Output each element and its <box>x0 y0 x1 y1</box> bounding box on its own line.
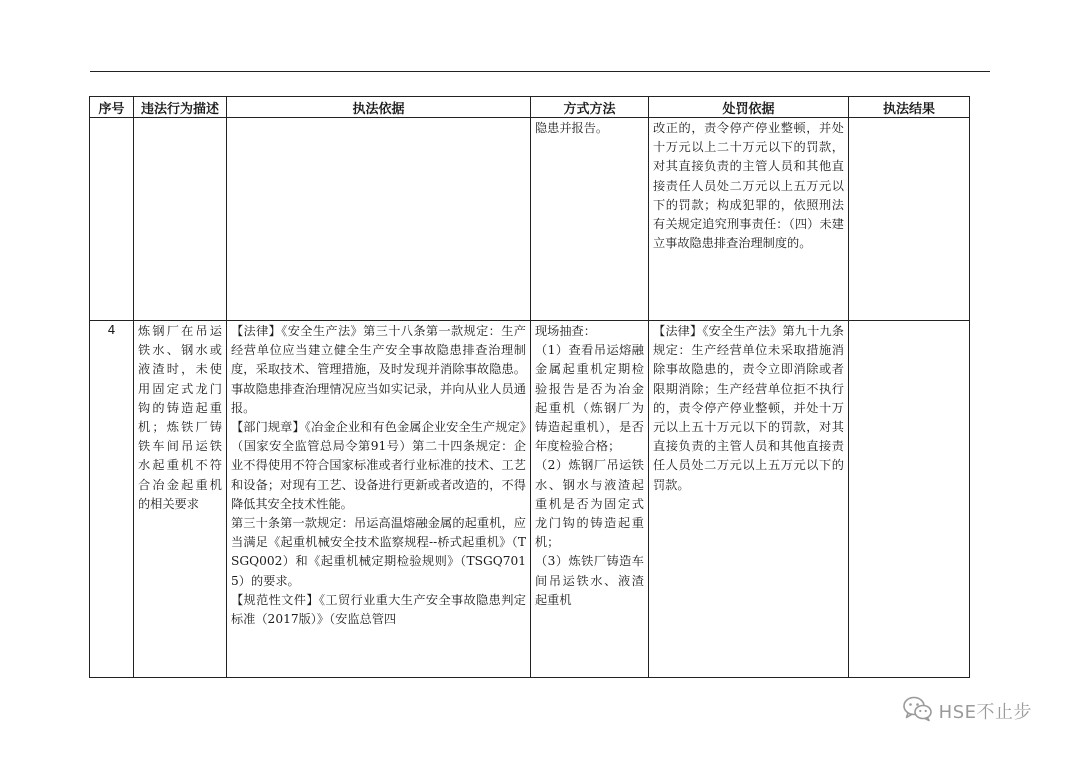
penalty-text: 改正的，责令停产停业整顿，并处十万元以上二十万元以下的罚款，对其直接负责的主管人员和其他直接责任人员处二万元以上五万元以下的罚款；构成犯罪的，依照刑法有关规定追究刑事责任：（四）未建立事故隐患排查治理制度的。 <box>653 121 844 251</box>
method-text: 隐患并报告。 <box>535 121 609 135</box>
method-text: 现场抽查： （1）查看吊运熔融金属起重机定期检验报告是否为冶金起重机（炼钢厂为铸造起重机），是否年度检验合格； （2）炼钢厂吊运铁水、钢水与液渣起重机是否为固定式龙门钩的铸造起重机； （3）炼铁厂铸造车间吊运铁水、液渣起重机 <box>535 324 644 607</box>
header-result: 执法结果 <box>849 97 970 118</box>
cell-method <box>531 118 649 321</box>
cell-seq: 4 <box>90 321 134 678</box>
cell-seq <box>90 118 134 321</box>
header-basis: 执法依据 <box>227 97 531 118</box>
table-header-row <box>90 97 970 118</box>
table-row <box>90 321 970 678</box>
wechat-icon <box>903 696 933 726</box>
header-penalty: 处罚依据 <box>649 97 849 118</box>
cell-basis <box>227 321 531 678</box>
cell-violation <box>134 118 227 321</box>
cell-result <box>849 118 970 321</box>
cell-violation <box>134 321 227 678</box>
enforcement-table <box>89 96 970 678</box>
header-seq: 序号 <box>90 97 134 118</box>
violation-text: 炼钢厂在吊运铁水、钢水或液渣时，未使用固定式龙门钩的铸造起重机；炼铁厂铸铁车间吊运铁水起重机不符合冶金起重机的相关要求 <box>138 324 222 511</box>
watermark-text: HSE不止步 <box>938 702 1032 723</box>
header-method: 方式方法 <box>531 97 649 118</box>
basis-text: 【法律】《安全生产法》第三十八条第一款规定：生产经营单位应当建立健全生产安全事故隐患排查治理制度，采取技术、管理措施，及时发现并消除事故隐患。事故隐患排查治理情况应当如实记录，并向从业人员通报。 【部门规章】《冶金企业和有色金属企业安全生产规定》（国家安全监管总局令第91号）第二十四条规定：企业不得使用不符合国家标准或者行业标准的技术、工艺和设备；对现有工艺、设备进行更新或者改造的，不得降低其安全技术性能。 第三十条第一款规定：吊运高温熔融金属的起重机，应当满足《起重机械安全技术监察规程--桥式起重机》（TSGQ002）和《起重机械定期检验规则》（TSGQ7015）的要求。 【规范性文件】《工贸行业重大生产安全事故隐患判定标准（2017版）》（安监总管四 <box>231 324 526 627</box>
cell-method <box>531 321 649 678</box>
watermark <box>903 696 1032 726</box>
top-rule <box>90 71 990 72</box>
cell-basis <box>227 118 531 321</box>
penalty-text: 【法律】《安全生产法》第九十九条规定：生产经营单位未采取措施消除事故隐患的，责令立即消除或者限期消除；生产经营单位拒不执行的，责令停产停业整顿，并处十万元以上五十万元以下的罚款，对其直接负责的主管人员和其他直接责任人员处二万元以上五万元以下的罚款。 <box>653 324 844 492</box>
table-row <box>90 118 970 321</box>
cell-penalty <box>649 321 849 678</box>
cell-penalty <box>649 118 849 321</box>
header-violation: 违法行为描述 <box>134 97 227 118</box>
cell-result <box>849 321 970 678</box>
